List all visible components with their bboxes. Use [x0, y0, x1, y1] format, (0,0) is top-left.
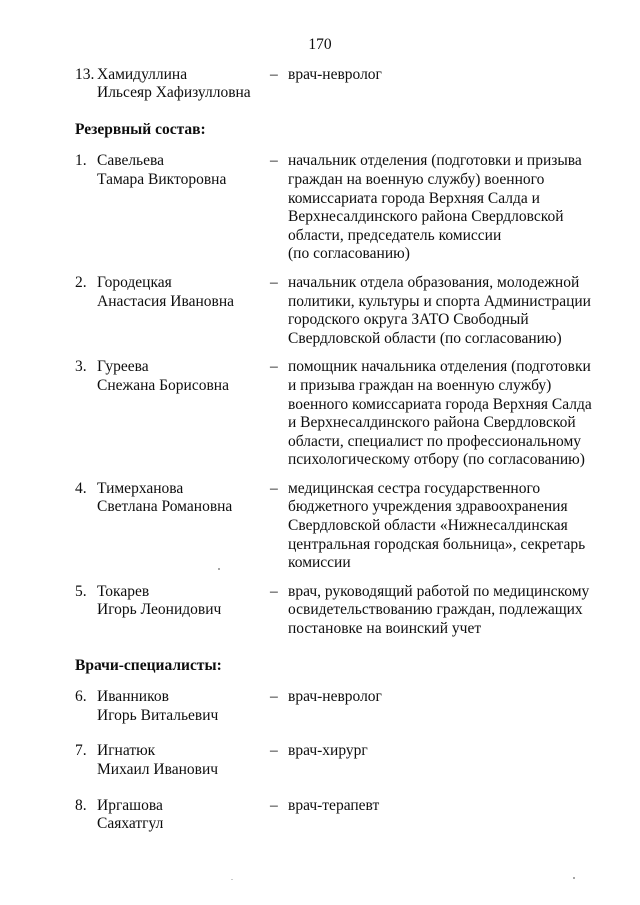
scan-speck	[218, 568, 220, 570]
entry-dash: –	[270, 479, 278, 497]
entry-surname: Токарев	[97, 582, 150, 600]
list-entry	[75, 583, 640, 639]
entry-dash: –	[270, 796, 278, 814]
section-heading-reserve: Резервный состав:	[75, 120, 206, 138]
entry-name	[97, 688, 270, 725]
entry-dash: –	[270, 273, 278, 291]
entry-name	[97, 152, 270, 189]
entry-description: врач-хирург	[288, 742, 368, 760]
entry-number: 7.	[75, 742, 87, 760]
entry-name	[97, 480, 270, 517]
scan-speck	[231, 879, 233, 880]
entry-name	[97, 583, 270, 620]
list-entry	[75, 152, 640, 264]
list-entry	[75, 66, 640, 103]
entry-surname: Иванников	[97, 688, 169, 706]
entry-given-names: Саяхатгул	[97, 815, 164, 833]
list-entry	[75, 358, 640, 470]
entry-given-names: Ильсеяр Хафизулловна	[97, 84, 251, 102]
entry-name	[97, 797, 270, 834]
entry-description: врач-терапевт	[288, 796, 380, 814]
entry-dash: –	[270, 742, 278, 760]
section-heading-doctors: Врачи-специалисты:	[75, 656, 222, 674]
entry-given-names: Тамара Викторовна	[97, 170, 227, 188]
entry-given-names: Игорь Леонидович	[97, 601, 222, 619]
entry-number: 6.	[75, 688, 87, 706]
entry-description: врач-невролог	[288, 688, 382, 706]
entry-given-names: Снежана Борисовна	[97, 376, 229, 394]
entry-description: помощник начальника отделения (подготовки и призыва граждан на военную службу) военного комиссариата города Верхняя Салда и Верхнесалдинского района Свердловской области, специалист по профессиональному психологическому отбору (по согласованию)	[288, 358, 592, 469]
entry-description: начальник отделения (подготовки и призыва граждан на военную службу) военного комиссариата города Верхняя Салда и Верхнесалдинского района Свердловской области, председатель комиссии (по согласованию)	[288, 152, 582, 263]
entry-surname: Савельева	[97, 152, 165, 170]
list-entry	[75, 742, 640, 779]
entry-number: 1.	[75, 152, 87, 170]
entry-dash: –	[270, 65, 278, 83]
entry-surname: Иргашова	[97, 796, 163, 814]
entry-surname: Городецкая	[97, 273, 172, 291]
entry-dash: –	[270, 582, 278, 600]
entry-surname: Игнатюк	[97, 742, 156, 760]
entry-surname: Хамидуллина	[97, 65, 188, 83]
list-entry	[75, 797, 640, 834]
entry-description: врач, руководящий работой по медицинскому освидетельствованию граждан, подлежащих постановке на воинский учет	[288, 582, 590, 638]
page-number: 170	[308, 36, 332, 53]
entry-description: врач-невролог	[288, 65, 382, 83]
entry-surname: Гуреева	[97, 358, 149, 376]
entry-name	[97, 358, 270, 395]
entry-description: начальник отдела образования, молодежной политики, культуры и спорта Администрации городского округа ЗАТО Свободный Свердловской области (по согласованию)	[288, 273, 591, 347]
entry-given-names: Анастасия Ивановна	[97, 292, 234, 310]
entry-number: 8.	[75, 796, 87, 814]
entry-dash: –	[270, 688, 278, 706]
entry-given-names: Игорь Витальевич	[97, 706, 219, 724]
entry-surname: Тимерханова	[97, 479, 184, 497]
entry-dash: –	[270, 358, 278, 376]
entry-number: 4.	[75, 479, 87, 497]
entry-number: 2.	[75, 273, 87, 291]
entry-given-names: Михаил Иванович	[97, 761, 219, 778]
entry-name	[97, 274, 270, 311]
entry-name	[97, 742, 270, 779]
list-entry	[75, 480, 640, 573]
entry-number: 5.	[75, 582, 87, 600]
list-entry	[75, 688, 640, 725]
entry-name	[97, 66, 270, 103]
entry-description: медицинская сестра государственного бюджетного учреждения здравоохранения Свердловской области «Нижнесалдинская центральная городская больница», секретарь комиссии	[288, 479, 586, 572]
scan-speck	[573, 877, 575, 879]
entry-given-names: Светлана Романовна	[97, 498, 233, 516]
entry-number: 3.	[75, 358, 87, 376]
list-entry	[75, 274, 640, 348]
entry-dash: –	[270, 152, 278, 170]
entry-number: 13.	[75, 65, 95, 83]
